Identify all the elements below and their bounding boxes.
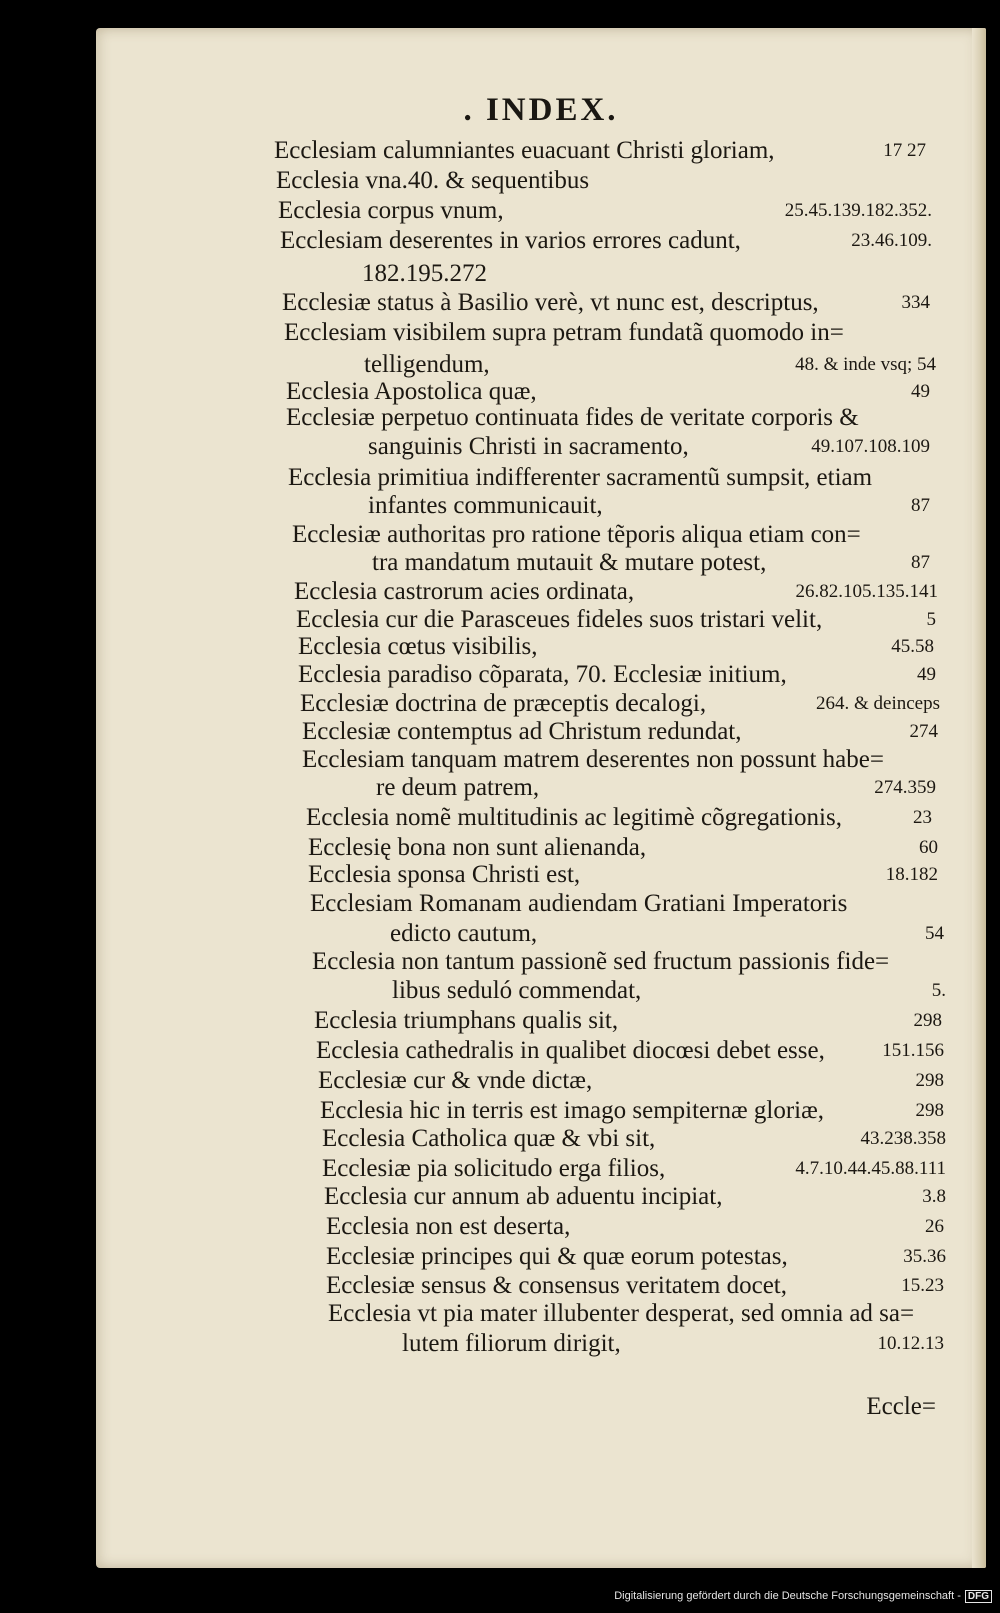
entry-page-refs: 26 — [925, 1216, 944, 1237]
entry-text: re deum patrem, — [376, 774, 540, 801]
entry-text: Ecclesia sponsa Christi est, — [308, 861, 581, 888]
digitization-footer — [614, 1590, 992, 1603]
index-entry — [316, 1036, 944, 1066]
entry-text: telligendum, — [364, 351, 490, 378]
book-page — [96, 28, 986, 1568]
entry-page-refs: 334 — [901, 292, 930, 313]
entry-page-refs: 298 — [915, 1070, 944, 1091]
entry-text: Ecclesiæ doctrina de præceptis decalogi, — [300, 690, 707, 717]
entry-page-refs: 45.58 — [891, 636, 934, 657]
entry-page-refs: 23.46.109. — [851, 230, 932, 251]
page-title: . INDEX. — [463, 92, 619, 128]
index-entry — [320, 1096, 944, 1126]
entry-page-refs: 87 — [911, 552, 930, 573]
entry-text: Ecclesiæ sensus & consensus veritatem docet, — [326, 1272, 787, 1299]
entry-text: Ecclesia Apostolica quæ, — [286, 378, 537, 405]
index-entry — [302, 745, 986, 775]
index-entry — [376, 773, 936, 803]
entry-page-refs: 264. & deinceps — [815, 693, 940, 714]
index-entry — [310, 889, 986, 919]
index-entry — [326, 1212, 944, 1242]
entry-text: Ecclesia cur die Parasceues fideles suos tristari velit, — [296, 606, 823, 633]
index-entry — [390, 919, 944, 949]
entry-text: Ecclesia paradiso cõparata, 70. Ecclesiæ initium, — [298, 661, 787, 688]
entry-page-refs: 3.8 — [922, 1186, 946, 1207]
entry-text: libus seduló commendat, — [392, 977, 642, 1004]
entry-text: Ecclesia nomẽ multitudinis ac legitimè cõgregationis, — [306, 804, 842, 831]
entry-page-refs: 274.359 — [874, 777, 936, 798]
entry-text: Ecclesiam Romanam audiendam Gratiani Imperatoris — [310, 890, 848, 917]
index-entry — [368, 432, 930, 462]
index-entry — [298, 632, 934, 662]
entry-text: Ecclesia cathedralis in qualibet diocœsi debet esse, — [316, 1037, 825, 1064]
entry-page-refs: 5. — [931, 980, 946, 1001]
index-entry — [324, 1182, 946, 1212]
index-entry — [298, 660, 936, 690]
entry-text: Ecclesia non tantum passionẽ sed fructum passionis fide= — [312, 948, 890, 975]
entry-page-refs: 298 — [915, 1100, 944, 1121]
index-entry — [392, 976, 946, 1006]
index-entry — [402, 1329, 944, 1359]
entry-page-refs: 17 27 — [883, 140, 926, 161]
entry-text: Ecclesia castrorum acies ordinata, — [294, 578, 635, 605]
entry-text: Ecclesiæ principes qui & quæ eorum potestas, — [326, 1243, 788, 1270]
entry-page-refs: 25.45.139.182.352. — [784, 200, 932, 221]
entry-text: Ecclesia corpus vnum, — [278, 197, 504, 224]
entry-page-refs: 298 — [913, 1010, 942, 1031]
catchword: Eccle= — [866, 1393, 936, 1420]
entry-text: Ecclesia primitiua indifferenter sacramentũ sumpsit, etiam — [288, 464, 873, 491]
index-entry — [302, 717, 938, 747]
index-entry — [288, 463, 986, 493]
entry-page-refs: 274 — [909, 721, 938, 742]
index-entry — [312, 947, 986, 977]
entry-text: Ecclesię bona non sunt alienanda, — [308, 834, 647, 861]
index-entry — [276, 166, 986, 196]
entry-text: Ecclesiam calumniantes euacuant Christi gloriam, — [274, 137, 775, 164]
entry-text: Ecclesia vt pia mater illubenter desperat, sed omnia ad sa= — [328, 1300, 915, 1327]
entry-text: Ecclesia cœtus visibilis, — [298, 633, 538, 660]
index-entry — [282, 288, 930, 318]
entry-page-refs: 23 — [913, 807, 932, 828]
entry-text: Ecclesiæ cur & vnde dictæ, — [318, 1067, 593, 1094]
index-entry — [364, 350, 936, 380]
entry-text: Ecclesiam deserentes in varios errores cadunt, — [280, 227, 741, 254]
entry-text: Ecclesia vna.40. & sequentibus — [276, 167, 590, 194]
index-entry — [328, 1299, 986, 1329]
entry-text: Ecclesia hic in terris est imago sempiternæ gloriæ, — [320, 1097, 825, 1124]
index-entry — [368, 491, 930, 521]
entry-text: edicto cautum, — [390, 920, 538, 947]
index-entry — [322, 1154, 946, 1184]
entry-page-refs: 35.36 — [903, 1246, 946, 1267]
index-entry — [280, 226, 932, 256]
entry-text: Ecclesiam visibilem supra petram fundatã quomodo in= — [284, 319, 844, 346]
entry-page-refs: 49 — [911, 381, 930, 402]
index-entry — [308, 860, 938, 890]
entry-page-refs: 151.156 — [882, 1040, 944, 1061]
entry-text: Ecclesia cur annum ab aduentu incipiat, — [324, 1183, 723, 1210]
index-entry — [300, 689, 940, 719]
index-entry — [284, 318, 986, 348]
index-entry — [278, 196, 932, 226]
index-entry — [314, 1006, 942, 1036]
index-entry — [326, 1242, 946, 1272]
index-entry — [274, 136, 926, 166]
entry-text: Ecclesiæ status à Basilio verè, vt nunc est, descriptus, — [282, 289, 819, 316]
index-entry — [372, 548, 930, 578]
index-entry — [306, 803, 932, 833]
entry-page-refs: 60 — [919, 837, 938, 858]
index-entry — [322, 1124, 946, 1154]
entry-page-refs: 18.182 — [885, 864, 938, 885]
entry-text: Ecclesiæ contemptus ad Christum redundat, — [302, 718, 742, 745]
index-entry — [362, 259, 986, 289]
index-entry — [286, 403, 986, 433]
entry-page-refs: 4.7.10.44.45.88.111 — [795, 1158, 946, 1179]
entry-text: Ecclesia Catholica quæ & vbi sit, — [322, 1125, 656, 1152]
entry-text: 182.195.272 — [362, 260, 487, 287]
entry-page-refs: 49 — [917, 664, 936, 685]
entry-page-refs: 48. & inde vsq; 54 — [795, 354, 936, 375]
entry-text: Ecclesiam tanquam matrem deserentes non possunt habe= — [302, 746, 884, 773]
footer-text: Digitalisierung gefördert durch die Deutsche Forschungsgemeinschaft - — [614, 1590, 961, 1602]
entry-page-refs: 43.238.358 — [860, 1128, 946, 1149]
entry-text: tra mandatum mutauit & mutare potest, — [372, 549, 767, 576]
entry-page-refs: 5 — [926, 609, 936, 630]
entry-page-refs: 49.107.108.109 — [811, 436, 930, 457]
entry-text: infantes communicauit, — [368, 492, 603, 519]
entry-text: lutem filiorum dirigit, — [402, 1330, 621, 1357]
entry-page-refs: 87 — [911, 495, 930, 516]
entry-page-refs: 54 — [925, 923, 944, 944]
index-entry — [296, 605, 936, 635]
index-entry — [292, 520, 986, 550]
entry-text: Ecclesiæ authoritas pro ratione tẽporis aliqua etiam con= — [292, 521, 861, 548]
dfg-logo: DFG — [965, 1590, 992, 1603]
entry-text: Ecclesiæ perpetuo continuata fides de veritate corporis & — [286, 404, 859, 431]
entry-page-refs: 10.12.13 — [877, 1333, 944, 1354]
index-entry — [294, 577, 938, 607]
entry-page-refs: 15.23 — [901, 1275, 944, 1296]
entry-text: Ecclesia non est deserta, — [326, 1213, 571, 1240]
index-entry — [326, 1271, 944, 1301]
entry-text: sanguinis Christi in sacramento, — [368, 433, 689, 460]
index-entry — [318, 1066, 944, 1096]
entry-text: Ecclesia triumphans qualis sit, — [314, 1007, 619, 1034]
entry-page-refs: 26.82.105.135.141 — [795, 581, 938, 602]
index-entry — [308, 833, 938, 863]
entry-text: Ecclesiæ pia solicitudo erga filios, — [322, 1155, 666, 1182]
